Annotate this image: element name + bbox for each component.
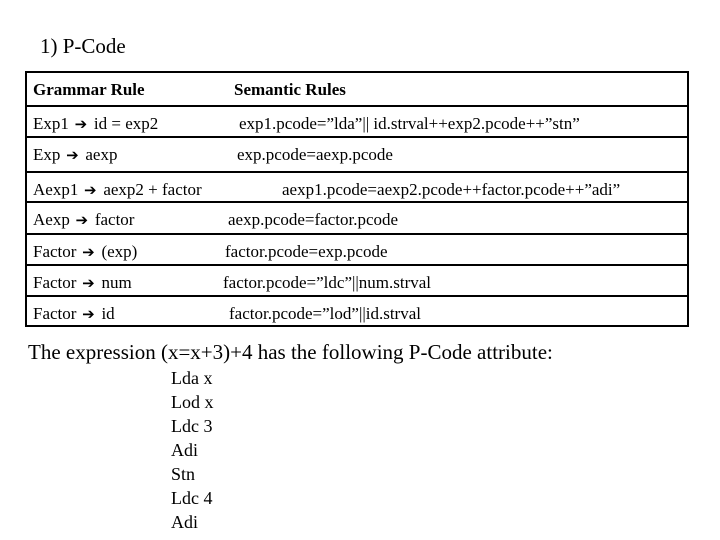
grammar-rule-cell (33, 144, 117, 166)
right-arrow-icon: ➔ (82, 305, 95, 323)
rule-lhs: Factor (33, 273, 77, 292)
table-row (27, 233, 687, 261)
grammar-rule-header: Grammar Rule (33, 80, 145, 99)
rule-rhs: id = exp2 (93, 114, 159, 133)
rule-lhs: Factor (33, 242, 77, 261)
table-row (27, 105, 687, 133)
right-arrow-icon: ➔ (82, 243, 95, 261)
pcode-instruction: Ldc 4 (171, 488, 213, 508)
pcode-instruction: Lda x (171, 368, 213, 388)
semantic-rule-cell: aexp.pcode=factor.pcode (228, 210, 399, 229)
semantic-rules-header: Semantic Rules (234, 80, 346, 99)
grammar-rule-cell (33, 303, 115, 325)
rule-lhs: Factor (33, 304, 77, 323)
pcode-instruction: Stn (171, 464, 196, 484)
table-row (27, 295, 687, 323)
right-arrow-icon: ➔ (74, 115, 88, 133)
semantic-rule-cell: aexp1.pcode=aexp2.pcode++factor.pcode++”adi” (282, 180, 621, 199)
semantic-rule-cell: exp1.pcode=”lda”|| id.strval++exp2.pcode++”stn” (239, 114, 580, 133)
table-row (27, 264, 687, 292)
pcode-instruction: Adi (171, 440, 198, 460)
grammar-rule-cell (33, 209, 134, 231)
rule-rhs: id (101, 304, 115, 323)
grammar-rule-cell (33, 113, 158, 135)
section-heading: 1) P-Code (40, 34, 126, 58)
rule-rhs: num (101, 273, 132, 292)
rule-lhs: Aexp (33, 210, 70, 229)
semantic-rule-cell: factor.pcode=exp.pcode (225, 242, 388, 261)
grammar-rule-cell (33, 241, 137, 263)
grammar-rule-cell (33, 179, 202, 201)
right-arrow-icon: ➔ (82, 274, 95, 292)
table-row (27, 201, 687, 229)
grammar-rule-cell (33, 272, 132, 294)
semantic-rule-cell: factor.pcode=”ldc”||num.strval (223, 273, 432, 292)
pcode-instruction: Ldc 3 (171, 416, 213, 436)
right-arrow-icon: ➔ (84, 181, 97, 199)
table-row (27, 136, 687, 164)
semantic-rule-cell: factor.pcode=”lod”||id.strval (229, 304, 421, 323)
semantic-rule-cell: exp.pcode=aexp.pcode (237, 145, 393, 164)
rule-lhs: Exp1 (33, 114, 69, 133)
pcode-instruction-list (171, 366, 214, 534)
rule-lhs: Aexp1 (33, 180, 79, 199)
rule-rhs: factor (94, 210, 135, 229)
pcode-instruction: Adi (171, 512, 198, 532)
rule-rhs: aexp2 + factor (103, 180, 202, 199)
rule-lhs: Exp (33, 145, 61, 164)
grammar-rules-table (25, 71, 689, 327)
right-arrow-icon: ➔ (66, 146, 79, 164)
rule-rhs: (exp) (101, 242, 138, 261)
table-row (27, 171, 687, 199)
expression-summary: The expression (x=x+3)+4 has the following P-Code attribute: (28, 340, 553, 364)
rule-rhs: aexp (85, 145, 118, 164)
pcode-instruction: Lod x (171, 392, 214, 412)
right-arrow-icon: ➔ (75, 211, 89, 229)
